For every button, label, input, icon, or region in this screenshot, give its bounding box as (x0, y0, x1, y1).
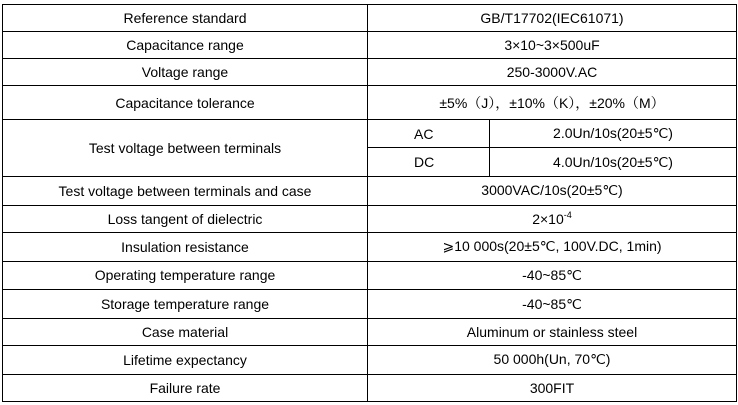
sub-row-type: DC (368, 148, 490, 177)
row-value: -40~85℃ (368, 261, 737, 290)
row-label: Reference standard (3, 5, 368, 32)
table-row (3, 232, 737, 261)
row-label: Capacitance tolerance (3, 86, 368, 119)
value-exponent: -4 (563, 209, 572, 220)
table-row (3, 86, 737, 119)
table-row (3, 346, 737, 375)
table-row (3, 5, 737, 32)
spec-table (2, 4, 737, 402)
sub-row-value: 2.0Un/10s(20±5℃) (490, 119, 737, 148)
value-base: 2×10 (532, 210, 564, 227)
row-label: Test voltage between terminals and case (3, 177, 368, 206)
table-row (3, 177, 737, 206)
row-label: Case material (3, 318, 368, 345)
row-label: Storage temperature range (3, 290, 368, 319)
row-label: Failure rate (3, 374, 368, 401)
row-value (368, 205, 737, 232)
row-value: Aluminum or stainless steel (368, 318, 737, 345)
table-row (3, 290, 737, 319)
table-row (3, 59, 737, 86)
row-value: 250-3000V.AC (368, 59, 737, 86)
table-row (3, 261, 737, 290)
row-label: Capacitance range (3, 32, 368, 59)
table-row (3, 374, 737, 401)
row-label: Operating temperature range (3, 261, 368, 290)
row-label: Voltage range (3, 59, 368, 86)
row-label: Lifetime expectancy (3, 346, 368, 375)
row-value: 3000VAC/10s(20±5℃) (368, 177, 737, 206)
table-row (3, 205, 737, 232)
row-label: Loss tangent of dielectric (3, 205, 368, 232)
row-label: Test voltage between terminals (3, 119, 368, 176)
row-value: GB/T17702(IEC61071) (368, 5, 737, 32)
row-label: Insulation resistance (3, 232, 368, 261)
table-row (3, 119, 737, 148)
table-row (3, 32, 737, 59)
row-value: -40~85℃ (368, 290, 737, 319)
row-value: 300FIT (368, 374, 737, 401)
sub-row-type: AC (368, 119, 490, 148)
row-value: 50 000h(Un, 70℃) (368, 346, 737, 375)
sub-row-value: 4.0Un/10s(20±5℃) (490, 148, 737, 177)
row-value: ⩾10 000s(20±5℃, 100V.DC, 1min) (368, 232, 737, 261)
row-value: ±5%（J），±10%（K），±20%（M） (368, 86, 737, 119)
table-row (3, 318, 737, 345)
row-value: 3×10~3×500uF (368, 32, 737, 59)
